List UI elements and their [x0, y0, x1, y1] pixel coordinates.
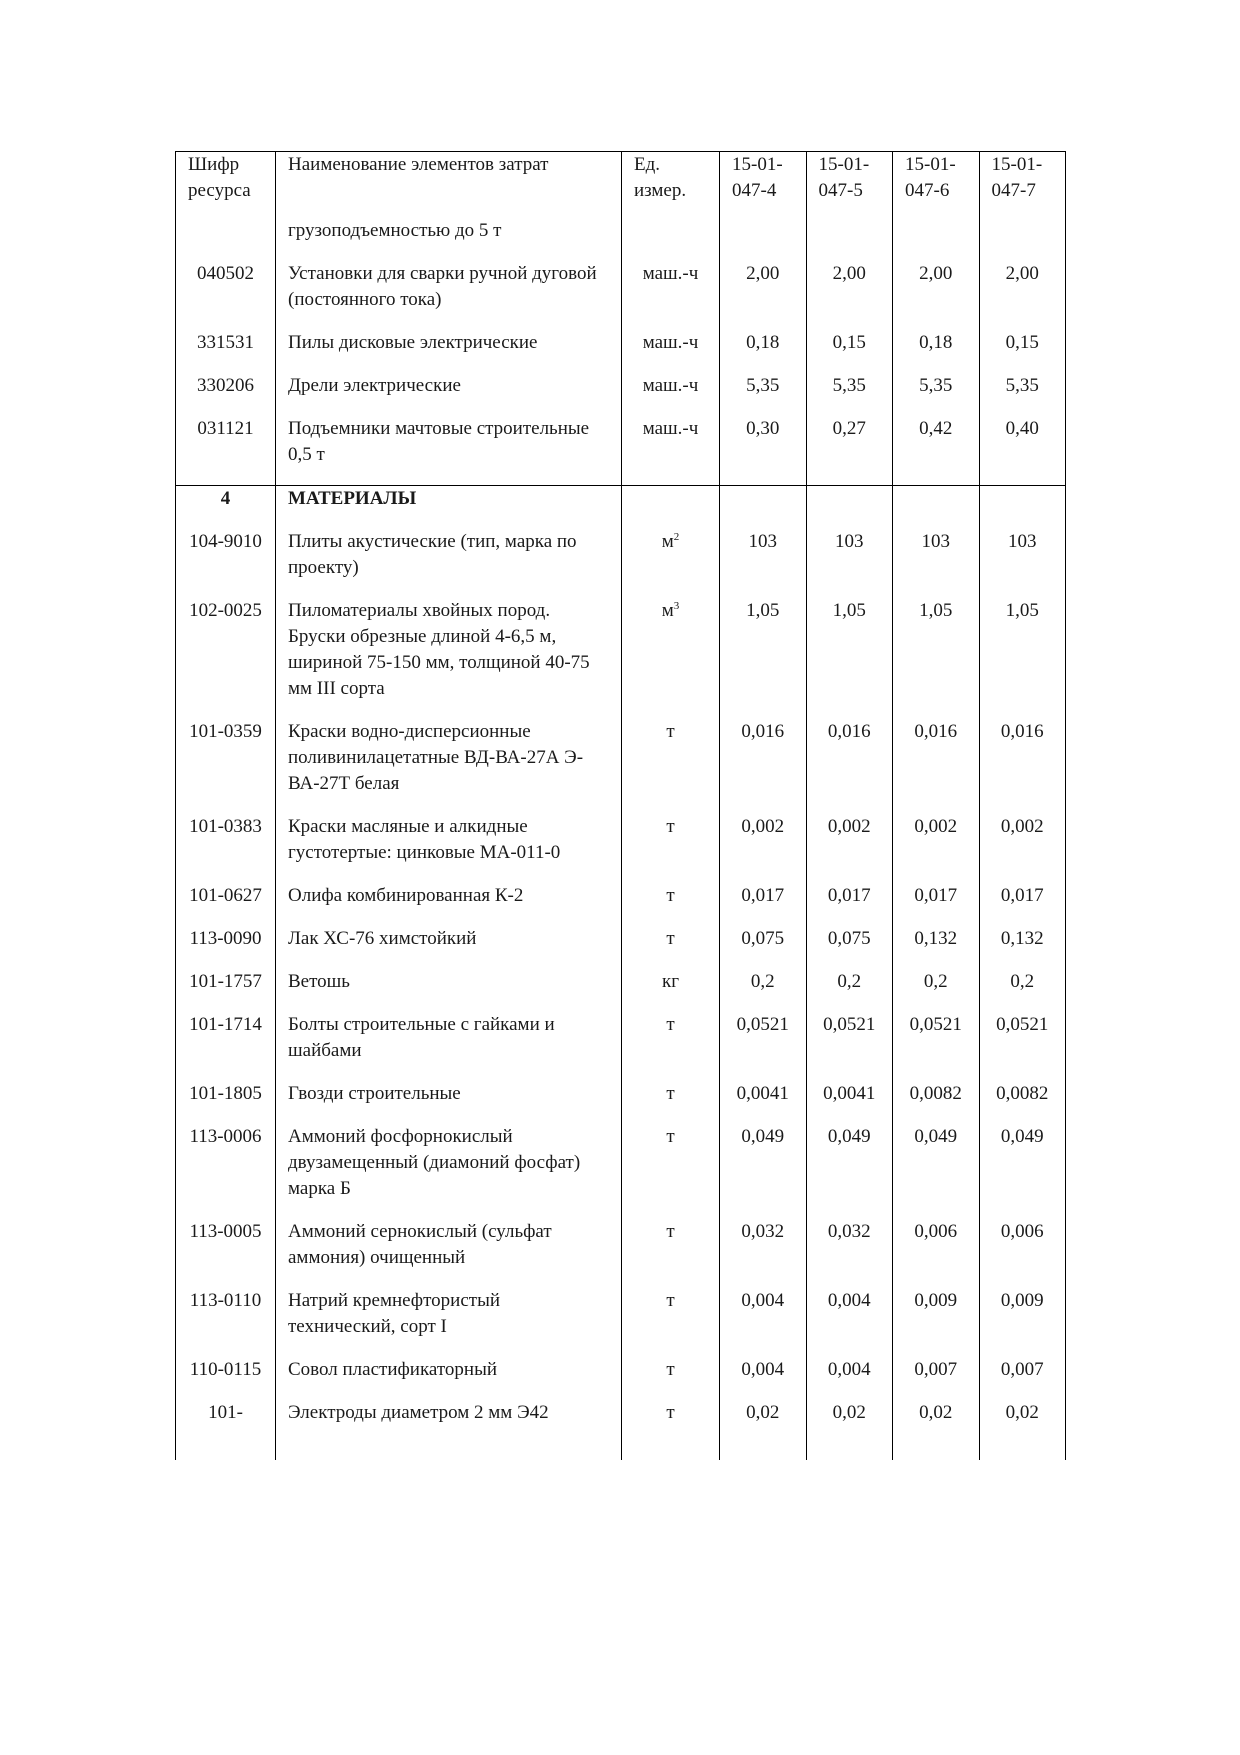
unit-text: кг	[661, 971, 680, 992]
cell-value: 0,42	[893, 416, 980, 486]
cell-value: 0,0041	[806, 1081, 893, 1124]
header-name: Наименование элементов затрат	[276, 152, 622, 219]
table-row	[176, 529, 1066, 598]
unit-exponent: 3	[673, 600, 680, 612]
cell-value: 0,004	[806, 1288, 893, 1357]
cell-value: 0,075	[720, 926, 807, 969]
header-code: Шифр ресурса	[176, 152, 276, 219]
cell-unit	[622, 883, 720, 926]
header-col-1: 15-01-047-4	[720, 152, 807, 219]
cell-value: 0,016	[893, 719, 980, 814]
cell-value: 0,18	[720, 330, 807, 373]
resource-table	[175, 151, 1066, 1460]
cell-code: 113-0005	[176, 1219, 276, 1288]
cell-unit	[622, 969, 720, 1012]
section-title: МАТЕРИАЛЫ	[276, 486, 622, 530]
continuation-text: грузоподъемностью до 5 т	[276, 218, 622, 261]
table-row	[176, 1288, 1066, 1357]
table-row	[176, 814, 1066, 883]
cell-unit	[622, 1400, 720, 1460]
cell-name: Подъемники мачтовые строительные 0,5 т	[276, 416, 622, 486]
table-row	[176, 1357, 1066, 1400]
cell-unit	[622, 373, 720, 416]
empty-cell	[622, 486, 720, 530]
cell-value: 0,002	[806, 814, 893, 883]
cell-name: Лак ХС-76 химстойкий	[276, 926, 622, 969]
cell-value: 0,017	[806, 883, 893, 926]
unit-text: маш.-ч	[642, 418, 699, 439]
cell-name: Пиломатериалы хвойных пород. Бруски обрезные длиной 4-6,5 м, шириной 75-150 мм, толщиной 40-75 мм III сорта	[276, 598, 622, 719]
table-row	[176, 969, 1066, 1012]
cell-name: Натрий кремнефтористый технический, сорт I	[276, 1288, 622, 1357]
cell-code: 330206	[176, 373, 276, 416]
unit-text: м	[661, 531, 674, 552]
cell-value: 0,15	[806, 330, 893, 373]
cell-unit	[622, 1288, 720, 1357]
cell-value: 0,02	[720, 1400, 807, 1460]
cell-value: 0,18	[893, 330, 980, 373]
section-header-row	[176, 486, 1066, 530]
cell-unit	[622, 1357, 720, 1400]
cell-value: 1,05	[720, 598, 807, 719]
cell-code: 031121	[176, 416, 276, 486]
cell-code: 101-0627	[176, 883, 276, 926]
cell-name: Олифа комбинированная К-2	[276, 883, 622, 926]
cell-value: 1,05	[979, 598, 1066, 719]
cell-value: 2,00	[893, 261, 980, 330]
empty-cell	[979, 486, 1066, 530]
unit-text: т	[666, 1083, 675, 1104]
cell-value: 103	[806, 529, 893, 598]
cell-code: 101-0383	[176, 814, 276, 883]
table-row	[176, 883, 1066, 926]
unit-text: т	[666, 1014, 675, 1035]
cell-unit	[622, 330, 720, 373]
empty-cell	[893, 486, 980, 530]
cell-value: 0,017	[979, 883, 1066, 926]
cell-value: 0,009	[893, 1288, 980, 1357]
cell-value: 0,016	[979, 719, 1066, 814]
cell-value: 0,002	[979, 814, 1066, 883]
cell-value: 2,00	[979, 261, 1066, 330]
cell-value: 103	[979, 529, 1066, 598]
cell-value: 0,2	[806, 969, 893, 1012]
cell-code: 101-1757	[176, 969, 276, 1012]
cell-value: 0,0041	[720, 1081, 807, 1124]
cell-value: 0,016	[806, 719, 893, 814]
table-row	[176, 416, 1066, 486]
cell-value: 0,004	[806, 1357, 893, 1400]
cell-value: 2,00	[720, 261, 807, 330]
unit-text: т	[666, 816, 675, 837]
cell-value: 0,006	[893, 1219, 980, 1288]
cell-code: 104-9010	[176, 529, 276, 598]
cell-value: 0,007	[893, 1357, 980, 1400]
cell-value: 0,2	[979, 969, 1066, 1012]
cost-table-page	[175, 151, 1065, 1460]
cell-value: 1,05	[893, 598, 980, 719]
cell-name: Ветошь	[276, 969, 622, 1012]
cell-unit	[622, 814, 720, 883]
cell-value: 0,0082	[893, 1081, 980, 1124]
cell-code: 113-0110	[176, 1288, 276, 1357]
cell-value: 0,0521	[806, 1012, 893, 1081]
cell-value: 0,02	[979, 1400, 1066, 1460]
cell-value: 0,0082	[979, 1081, 1066, 1124]
unit-text: т	[666, 1126, 675, 1147]
table-row	[176, 1219, 1066, 1288]
section-number: 4	[176, 486, 276, 530]
cell-value: 0,132	[893, 926, 980, 969]
cell-value: 2,00	[806, 261, 893, 330]
cell-value: 0,007	[979, 1357, 1066, 1400]
cell-value: 0,02	[806, 1400, 893, 1460]
cell-name: Краски водно-дисперсионные поливинилацетатные ВД-ВА-27А Э-ВА-27Т белая	[276, 719, 622, 814]
cell-name: Краски масляные и алкидные густотертые: цинковые МА-011-0	[276, 814, 622, 883]
unit-text: м	[661, 600, 674, 621]
cell-name: Гвозди строительные	[276, 1081, 622, 1124]
cell-code: 101-	[176, 1400, 276, 1460]
cell-unit	[622, 926, 720, 969]
empty-cell	[806, 486, 893, 530]
cell-value: 0,2	[893, 969, 980, 1012]
cell-value: 103	[893, 529, 980, 598]
cell-value: 0,27	[806, 416, 893, 486]
cell-value: 0,02	[893, 1400, 980, 1460]
cell-unit	[622, 719, 720, 814]
cell-value: 0,017	[893, 883, 980, 926]
cell-name: Аммоний сернокислый (сульфат аммония) очищенный	[276, 1219, 622, 1288]
cell-value: 0,032	[806, 1219, 893, 1288]
cell-code: 101-0359	[176, 719, 276, 814]
cell-value: 0,016	[720, 719, 807, 814]
table-row	[176, 719, 1066, 814]
cell-value: 0,006	[979, 1219, 1066, 1288]
cell-unit	[622, 416, 720, 486]
header-unit: Ед. измер.	[622, 152, 720, 219]
table-header-row	[176, 152, 1066, 219]
unit-exponent: 2	[673, 531, 680, 543]
cell-value: 1,05	[806, 598, 893, 719]
cell-value: 0,032	[720, 1219, 807, 1288]
cell-value: 5,35	[893, 373, 980, 416]
empty-cell	[720, 486, 807, 530]
cell-value: 0,004	[720, 1357, 807, 1400]
cell-code: 331531	[176, 330, 276, 373]
cell-unit	[622, 261, 720, 330]
cell-code	[176, 218, 276, 261]
cell-value: 0,132	[979, 926, 1066, 969]
cell-value: 0,0521	[720, 1012, 807, 1081]
cell-value: 0,0521	[979, 1012, 1066, 1081]
table-row	[176, 1012, 1066, 1081]
cell-value: 0,004	[720, 1288, 807, 1357]
table-row	[176, 1400, 1066, 1460]
cell-value: 0,009	[979, 1288, 1066, 1357]
cell-value: 0,049	[979, 1124, 1066, 1219]
cell-value: 0,30	[720, 416, 807, 486]
cell-name: Дрели электрические	[276, 373, 622, 416]
table-row	[176, 598, 1066, 719]
cell-name: Болты строительные с гайками и шайбами	[276, 1012, 622, 1081]
cell-unit	[622, 1081, 720, 1124]
cell-name: Совол пластификаторный	[276, 1357, 622, 1400]
header-col-2: 15-01-047-5	[806, 152, 893, 219]
unit-text: т	[666, 1359, 675, 1380]
cell-code: 102-0025	[176, 598, 276, 719]
continuation-row	[176, 218, 1066, 261]
cell-value: 0,40	[979, 416, 1066, 486]
table-row	[176, 926, 1066, 969]
cell-value: 0,002	[893, 814, 980, 883]
unit-text: т	[666, 928, 675, 949]
cell-name: Установки для сварки ручной дуговой (постоянного тока)	[276, 261, 622, 330]
unit-text: маш.-ч	[642, 263, 699, 284]
cell-value: 103	[720, 529, 807, 598]
cell-code: 040502	[176, 261, 276, 330]
cell-value: 0,15	[979, 330, 1066, 373]
unit-text: т	[666, 1402, 675, 1423]
cell-value: 0,002	[720, 814, 807, 883]
unit-text: т	[666, 721, 675, 742]
cell-value: 5,35	[720, 373, 807, 416]
cell-code: 101-1805	[176, 1081, 276, 1124]
table-row	[176, 373, 1066, 416]
cell-value: 0,2	[720, 969, 807, 1012]
cell-code: 101-1714	[176, 1012, 276, 1081]
cell-name: Электроды диаметром 2 мм Э42	[276, 1400, 622, 1460]
cell-unit	[622, 1124, 720, 1219]
cell-value: 0,049	[806, 1124, 893, 1219]
unit-text: т	[666, 1221, 675, 1242]
cell-name: Пилы дисковые электрические	[276, 330, 622, 373]
cell-unit	[622, 598, 720, 719]
cell-value: 0,075	[806, 926, 893, 969]
unit-text: маш.-ч	[642, 375, 699, 396]
table-row	[176, 1081, 1066, 1124]
table-row	[176, 261, 1066, 330]
header-col-3: 15-01-047-6	[893, 152, 980, 219]
table-row	[176, 1124, 1066, 1219]
cell-value: 0,017	[720, 883, 807, 926]
cell-name: Плиты акустические (тип, марка по проекту)	[276, 529, 622, 598]
cell-unit	[622, 1219, 720, 1288]
cell-code: 113-0006	[176, 1124, 276, 1219]
unit-text: маш.-ч	[642, 332, 699, 353]
cell-code: 113-0090	[176, 926, 276, 969]
cell-name: Аммоний фосфорнокислый двузамещенный (диамоний фосфат) марка Б	[276, 1124, 622, 1219]
cell-value: 0,049	[720, 1124, 807, 1219]
unit-text: т	[666, 1290, 675, 1311]
cell-unit	[622, 1012, 720, 1081]
cell-value: 0,049	[893, 1124, 980, 1219]
cell-unit	[622, 529, 720, 598]
unit-text: т	[666, 885, 675, 906]
header-col-4: 15-01-047-7	[979, 152, 1066, 219]
cell-value: 0,0521	[893, 1012, 980, 1081]
cell-code: 110-0115	[176, 1357, 276, 1400]
cell-value: 5,35	[979, 373, 1066, 416]
table-row	[176, 330, 1066, 373]
cell-value: 5,35	[806, 373, 893, 416]
